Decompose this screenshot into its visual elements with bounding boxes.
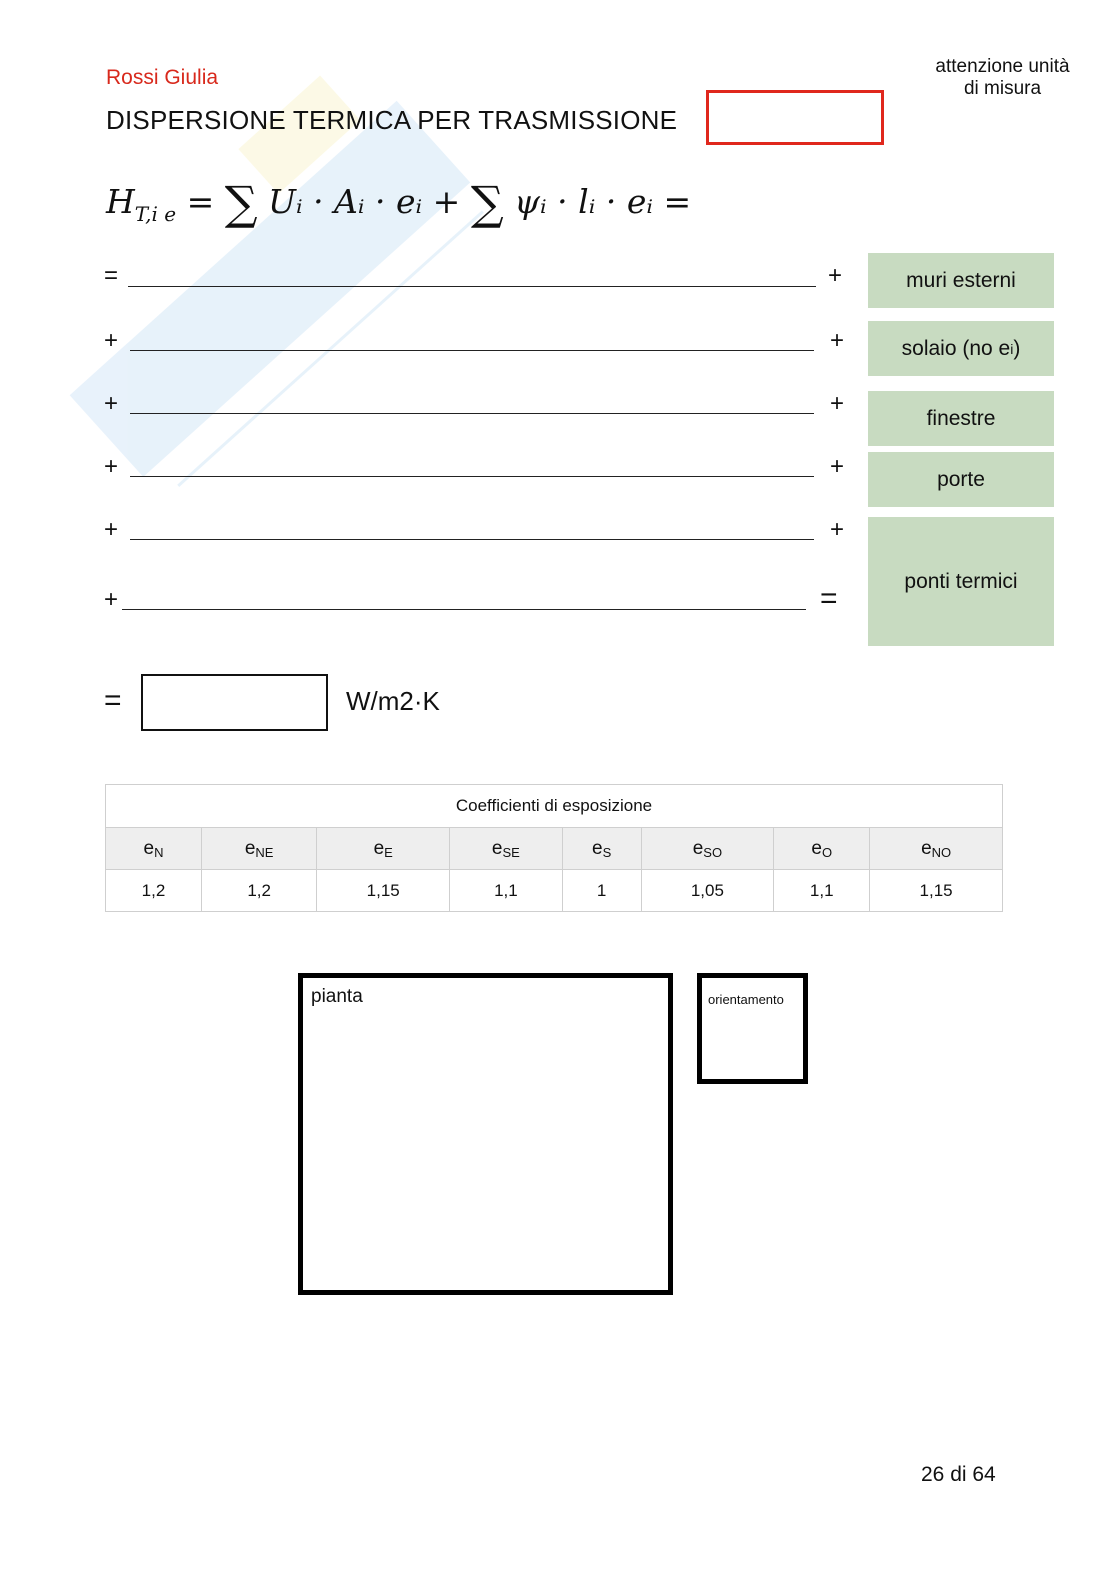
row-suffix: +: [830, 453, 845, 480]
formula-plus: +: [432, 182, 461, 221]
row-prefix: +: [104, 390, 119, 417]
label-solaio: [868, 321, 1054, 376]
label-ponti-termici: ponti termici: [868, 517, 1054, 646]
row-prefix: +: [104, 327, 119, 354]
formula-lhs: H: [106, 182, 135, 221]
floor-plan-box[interactable]: [298, 973, 673, 1295]
result-unit: W/m2·K: [346, 686, 440, 716]
value-cell-n: 1,2: [106, 870, 202, 912]
row-blank-line[interactable]: [130, 350, 814, 351]
header-cell-ne: $e_{NE}$: [201, 828, 316, 870]
units-note: attenzione unità di misura: [935, 56, 1070, 99]
value-cell-so: 1,05: [641, 870, 774, 912]
value-cell-no: 1,15: [870, 870, 1003, 912]
header-cell-so: $e_{SO}$: [641, 828, 774, 870]
label-porte: porte: [868, 452, 1054, 507]
row-blank-line[interactable]: [130, 476, 814, 477]
table-caption: Coefficienti di esposizione: [106, 785, 1003, 828]
header-cell-se: $e_{SE}$: [450, 828, 563, 870]
orientation-label: orientamento: [708, 992, 784, 1007]
header-cell-no: $e_{NO}$: [870, 828, 1003, 870]
floor-plan-label: pianta: [311, 986, 363, 1007]
label-solaio-sub: i: [1010, 340, 1014, 357]
calc-row-porte[interactable]: [104, 453, 854, 493]
sum-symbol-1: ∑: [224, 176, 258, 230]
heat-loss-formula: [106, 176, 691, 230]
calc-row-solaio[interactable]: [104, 327, 854, 367]
formula-equals-end: =: [663, 182, 692, 221]
label-finestre: finestre: [868, 391, 1054, 446]
row-suffix: +: [830, 327, 845, 354]
title-answer-box[interactable]: [706, 90, 884, 145]
row-blank-line[interactable]: [130, 539, 814, 540]
header-cell-n: $e_N$: [106, 828, 202, 870]
result-equals: =: [104, 684, 122, 717]
value-cell-e: 1,15: [317, 870, 450, 912]
value-cell-se: 1,1: [450, 870, 563, 912]
formula-term-1: Uᵢ · Aᵢ · eᵢ: [268, 182, 423, 221]
row-suffix: +: [830, 390, 845, 417]
header-cell-e: $e_E$: [317, 828, 450, 870]
row-suffix: +: [830, 516, 845, 543]
header-cell-o: $e_O$: [774, 828, 870, 870]
row-suffix: +: [828, 262, 843, 289]
row-prefix: +: [104, 453, 119, 480]
calc-row-ponti-1[interactable]: [104, 516, 854, 556]
page-number: 26 di 64: [921, 1463, 996, 1486]
header-cell-s: $e_S$: [562, 828, 641, 870]
sum-symbol-2: ∑: [470, 176, 504, 230]
label-solaio-text: solaio (no e: [901, 336, 1011, 360]
exposure-coefficients-table: [105, 784, 1003, 912]
row-prefix: =: [104, 262, 119, 289]
author-name: Rossi Giulia: [106, 66, 219, 89]
value-cell-ne: 1,2: [201, 870, 316, 912]
value-cell-s: 1: [562, 870, 641, 912]
orientation-box[interactable]: [697, 973, 808, 1084]
row-prefix: +: [104, 516, 119, 543]
formula-term-2: ψᵢ · lᵢ · eᵢ: [514, 182, 653, 221]
calc-row-ponti-2[interactable]: [104, 582, 854, 626]
result-input-box[interactable]: [141, 674, 328, 731]
page-title: DISPERSIONE TERMICA PER TRASMISSIONE: [106, 105, 678, 135]
row-blank-line[interactable]: [122, 609, 806, 610]
row-prefix: +: [104, 586, 119, 613]
formula-equals: =: [186, 182, 215, 221]
label-solaio-close: ): [1013, 336, 1021, 360]
calc-row-finestre[interactable]: [104, 390, 854, 430]
row-suffix: =: [820, 582, 838, 615]
row-blank-line[interactable]: [130, 413, 814, 414]
calc-row-muri[interactable]: [104, 262, 854, 302]
row-blank-line[interactable]: [128, 286, 816, 287]
value-cell-o: 1,1: [774, 870, 870, 912]
formula-lhs-sub: T,i e: [134, 202, 177, 226]
label-muri-esterni: muri esterni: [868, 253, 1054, 308]
